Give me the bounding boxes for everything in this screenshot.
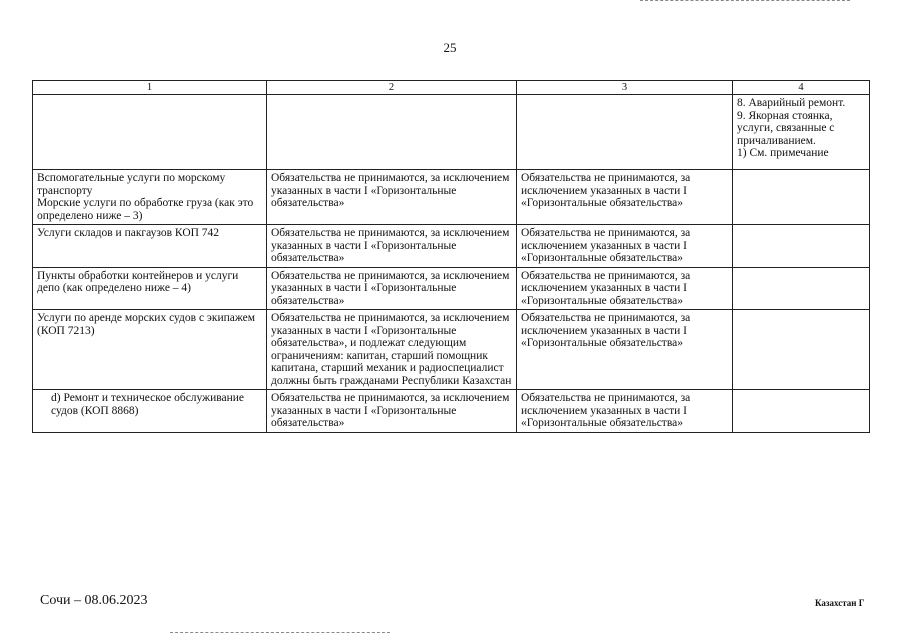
table-cell-2 (267, 267, 517, 310)
table-cell-3 (517, 95, 733, 170)
table-cell-4 (733, 170, 870, 225)
commitments-table (32, 80, 870, 433)
cell-text: Обязательства не принимаются, за исключением указанных в части I «Горизонтальные обязательства» (271, 392, 510, 429)
cell-text: Обязательства не принимаются, за исключением указанных в части I «Горизонтальные обязательства» (521, 172, 691, 209)
table-row (33, 170, 870, 225)
cell-text: Обязательства не принимаются, за исключением указанных в части I «Горизонтальные обязательства» (521, 269, 691, 307)
table-cell-3 (517, 390, 733, 433)
table-cell-1 (33, 95, 267, 170)
table-cell-1 (33, 267, 267, 310)
cell-text: 1) См. примечание (737, 147, 829, 159)
table-cell-4 (733, 390, 870, 433)
table-header-row (33, 81, 870, 95)
table-cell-3 (517, 170, 733, 225)
footer-place-date: Сочи – 08.06.2023 (40, 593, 148, 608)
cell-text: Обязательства не принимаются, за исключением указанных в части I «Горизонтальные обязательства» (521, 392, 691, 429)
page-number: 25 (443, 40, 457, 55)
cell-text: Услуги по аренде морских судов с экипажем (КОП 7213) (37, 312, 256, 337)
column-header-2: 2 (267, 81, 517, 95)
table-row (33, 95, 870, 170)
table-cell-3 (517, 310, 733, 390)
table-body (33, 95, 870, 433)
cell-text: 9. Якорная стоянка, услуги, связанные с причаливанием. (737, 109, 835, 147)
column-header-1: 1 (33, 81, 267, 95)
cell-text: Услуги складов и пакгаузов КОП 742 (37, 227, 220, 239)
table-cell-1 (33, 390, 267, 433)
table-cell-1 (33, 170, 267, 225)
table-cell-2 (267, 390, 517, 433)
table-cell-1 (33, 225, 267, 268)
scan-artifact-top (640, 0, 850, 3)
scan-artifact-bottom (170, 632, 390, 635)
table-cell-2 (267, 310, 517, 390)
cell-text: Вспомогательные услуги по морскому транспорту (37, 172, 226, 197)
cell-text: Пункты обработки контейнеров и услуги депо (как определено ниже – 4) (37, 269, 239, 294)
table-cell-4 (733, 225, 870, 268)
table-row (33, 225, 870, 268)
table-cell-2 (267, 225, 517, 268)
table-cell-4 (733, 95, 870, 170)
column-header-4: 4 (733, 81, 870, 95)
table-cell-4 (733, 310, 870, 390)
table-cell-4 (733, 267, 870, 310)
table-cell-3 (517, 225, 733, 268)
table-row (33, 310, 870, 390)
table-row (33, 267, 870, 310)
cell-text: Обязательства не принимаются, за исключением указанных в части I «Горизонтальные обязательства» (521, 312, 691, 349)
cell-text: Обязательства не принимаются, за исключением указанных в части I «Горизонтальные обязательства» (271, 172, 510, 209)
cell-text: 8. Аварийный ремонт. (737, 97, 846, 109)
table-cell-2 (267, 95, 517, 170)
cell-text: d) Ремонт и техническое обслуживание судов (КОП 8868) (51, 392, 245, 417)
table-cell-3 (517, 267, 733, 310)
cell-text: Обязательства не принимаются, за исключением указанных в части I «Горизонтальные обязательства», и подлежат следующим ограничениям: капитан, старший помощник капитана, старший механик и радиоспециалист должны быть гражданами Республики Казахстан (271, 312, 512, 387)
footer-country-mark: Казахстан Г (815, 598, 865, 608)
cell-text: Морские услуги по обработке груза (как это определено ниже – 3) (37, 197, 254, 222)
column-header-3: 3 (517, 81, 733, 95)
table-cell-1 (33, 310, 267, 390)
cell-text: Обязательства не принимаются, за исключением указанных в части I «Горизонтальные обязательства» (271, 227, 510, 264)
table-cell-2 (267, 170, 517, 225)
cell-text: Обязательства не принимаются, за исключением указанных в части I «Горизонтальные обязательства» (521, 227, 691, 264)
cell-text: Обязательства не принимаются, за исключением указанных в части I «Горизонтальные обязательства» (271, 269, 510, 307)
table-row (33, 390, 870, 433)
